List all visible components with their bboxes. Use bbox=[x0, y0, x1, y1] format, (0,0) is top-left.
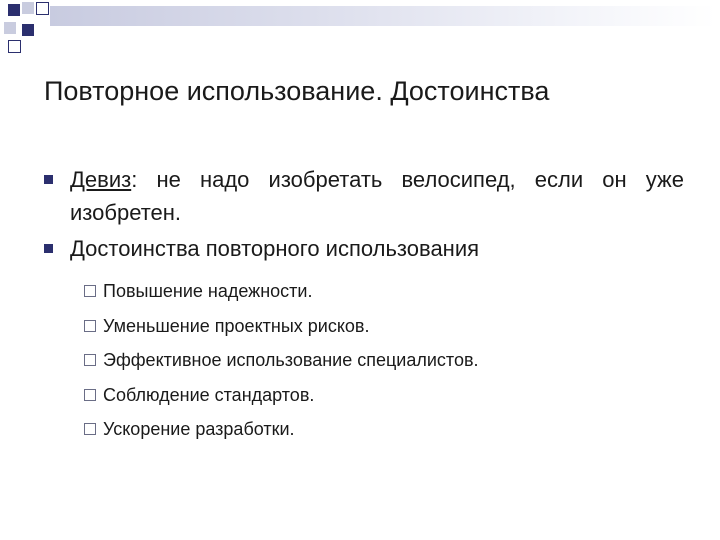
list-item-text: Повышение надежности. bbox=[103, 281, 313, 301]
list-item-text: Ускорение разработки. bbox=[103, 419, 295, 439]
bullet-motto bbox=[44, 163, 684, 229]
bullet-advantages bbox=[44, 232, 684, 265]
list-item bbox=[84, 378, 479, 413]
list-item bbox=[84, 343, 479, 378]
hollow-square-bullet-icon bbox=[84, 285, 96, 297]
advantages-sublist bbox=[84, 274, 479, 447]
decorative-square-icon bbox=[22, 2, 34, 14]
list-item bbox=[84, 412, 479, 447]
filled-square-bullet-icon bbox=[44, 175, 53, 184]
hollow-square-bullet-icon bbox=[84, 423, 96, 435]
list-item-text: Соблюдение стандартов. bbox=[103, 384, 315, 405]
decorative-square-icon bbox=[22, 24, 34, 36]
motto-heading: Девиз bbox=[70, 167, 132, 192]
decorative-square-outline-icon bbox=[36, 2, 49, 15]
decorative-gradient-strip bbox=[50, 6, 716, 26]
hollow-square-bullet-icon bbox=[84, 389, 96, 401]
decorative-square-icon bbox=[4, 22, 16, 34]
motto-colon: : bbox=[131, 167, 138, 192]
filled-square-bullet-icon bbox=[44, 244, 53, 253]
list-item bbox=[84, 274, 479, 309]
hollow-square-bullet-icon bbox=[84, 320, 96, 332]
decorative-square-outline-icon bbox=[8, 40, 21, 53]
list-item-text: Эффективное использование специалистов. bbox=[103, 350, 479, 370]
decorative-square-icon bbox=[8, 4, 20, 16]
slide-title: Повторное использование. Достоинства bbox=[44, 76, 550, 106]
bullet-advantages-text: Достоинства повторного использования bbox=[70, 236, 480, 261]
hollow-square-bullet-icon bbox=[84, 354, 96, 366]
bullet-motto-text bbox=[70, 163, 684, 229]
motto-body: не надо изобретать велосипед, если он уже изобретен. bbox=[70, 167, 684, 225]
list-item bbox=[84, 309, 479, 344]
list-item-text: Уменьшение проектных рисков. bbox=[103, 315, 370, 336]
